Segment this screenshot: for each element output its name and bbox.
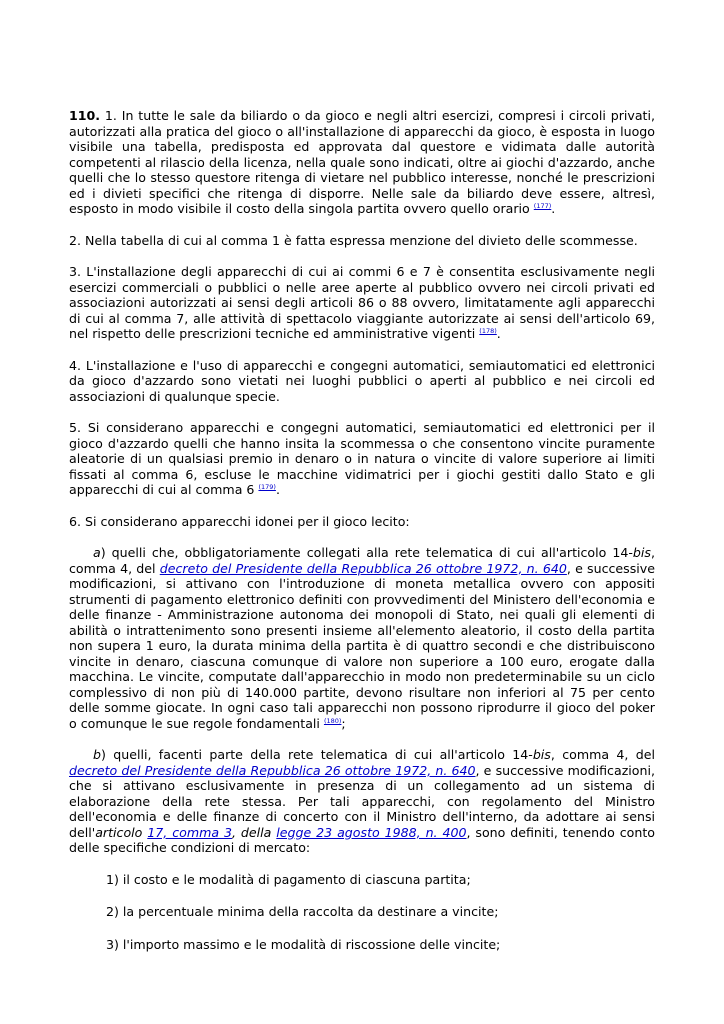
letter-b: b [93, 747, 101, 762]
letter-b-paragraph: b) quelli, facenti parte della rete telematica di cui all'articolo 14-bis, comma 4, del decreto del Presidente della Repubblica 26 ottobre 1972, n. 640, e successive modificazioni, che si attivano esclusivamente in presenza di un collegamento ad un sistema di elaborazione della rete stessa. Per tali apparecchi, con regolamento del Ministro dell'economia e delle finanze di concerto con il Ministro dell'interno, da adottare ai sensi dell'articolo 17, comma 3, della legge 23 agosto 1988, n. 400, sono definiti, tenendo conto delle specifiche condizioni di mercato: [69, 747, 656, 855]
list-item-1: 1) il costo e le modalità di pagamento di ciascuna partita; [106, 871, 471, 887]
paragraph-1-text: 1. In tutte le sale da biliardo o da gioco e negli altri esercizi, compresi i circoli privati, autorizzati alla pratica del gioco o all'installazione di apparecchi da gioco, è esposta in luogo visibile una tabella, predisposta ed approvata dal questore e vidimata dalle autorità competenti al rilascio della licenza, nella quale sono indicati, oltre ai giochi d'azzardo, anche quelli che lo stesso questore ritenga di vietare nel pubblico interesse, nonché le prescrizioni ed i divieti specifici che ritenga di disporre. Nelle sale da biliardo deve essere, altresì, esposto in modo visibile il costo della singola partita ovvero quello orario [69, 108, 655, 216]
paragraph-6: 6. Si considerano apparecchi idonei per il gioco lecito: [69, 513, 410, 529]
legge-400-link[interactable]: legge 23 agosto 1988, n. 400 [276, 824, 467, 840]
document-body [69, 108, 655, 969]
paragraph-4: 4. L'installazione e l'uso di apparecchi e congegni automatici, semiautomatici ed elettronici da gioco d'azzardo sono vietati nei luoghi pubblici o aperti al pubblico e nei circoli ed associazioni di qualunque specie. [69, 357, 655, 404]
list-item-3: 3) l'importo massimo e le modalità di riscossione delle vincite; [106, 936, 501, 952]
footnote-link-179[interactable]: (179) [258, 483, 276, 491]
paragraph-5: 5. Si considerano apparecchi e congegni automatici, semiautomatici ed elettronici per il gioco d'azzardo quelli che hanno insita la scommessa o che consentono vincite puramente aleatorie di un qualsiasi premio in denaro o in natura o vincite di valore superiore ai limiti fissati al comma 6, escluse le macchine vidimatrici per i giochi gestiti dallo Stato e gli apparecchi di cui al comma 6 $^{(179)}$. [69, 420, 655, 497]
paragraph-1: 110. 1. In tutte le sale da biliardo o da gioco e negli altri esercizi, compresi i circoli privati, autorizzati alla pratica del gioco o all'installazione di apparecchi da gioco, è esposta in luogo visibile una tabella, predisposta ed approvata dal questore e vidimata dalle autorità competenti al rilascio della licenza, nella quale sono indicati, oltre ai giochi d'azzardo, anche quelli che lo stesso questore ritenga di vietare nel pubblico interesse, nonché le prescrizioni ed i divieti specifici che ritenga di disporre. Nelle sale da biliardo deve essere, altresì, esposto in modo visibile il costo della singola partita ovvero quello orario $^{(177)}$. [69, 108, 655, 216]
footnote-link-178[interactable]: (178) [479, 327, 497, 335]
paragraph-2: 2. Nella tabella di cui al comma 1 è fatta espressa menzione del divieto delle scommesse. [69, 232, 638, 248]
article-number: 110. [69, 108, 101, 123]
list-item-2: 2) la percentuale minima della raccolta da destinare a vincite; [106, 904, 499, 919]
dpr-640-link-b[interactable]: decreto del Presidente della Repubblica 26 ottobre 1972, n. 640 [69, 762, 476, 778]
footnote-link-180[interactable]: (180) [323, 716, 342, 725]
footnote-link-177[interactable]: (177) [533, 202, 552, 210]
letter-a: a [93, 545, 101, 560]
article-17-link[interactable]: 17, comma 3 [147, 824, 233, 840]
letter-a-paragraph: a) quelli che, obbligatoriamente collegati alla rete telematica di cui all'articolo 14-bis, comma 4, del decreto del Presidente della Repubblica 26 ottobre 1972, n. 640, e successive modificazioni, si attivano con l'introduzione di moneta metallica ovvero con appositi strumenti di pagamento elettronico definiti con provvedimenti del Ministero dell'economia e delle finanze - Amministrazione autonoma dei monopoli di Stato, nei quali gli elementi di abilità o intrattenimento sono presenti insieme all'elemento aleatorio, il costo della partita non supera 1 euro, la durata minima della partita è di quattro secondi e che distribuiscono vincite in denaro, ciascuna comunque di valore non superiore a 100 euro, erogate dalla macchina. Le vincite, computate dall'apparecchio in modo non predeterminabile su un ciclo complessivo di non più di 140.000 partite, devono risultare non inferiori al 75 per cento delle somme giocate. In ogni caso tali apparecchi non possono riprodurre il gioco del poker o comunque le sue regole fondamentali $^{(180)}$; [69, 545, 655, 731]
paragraph-3: 3. L'installazione degli apparecchi di cui ai commi 6 e 7 è consentita esclusivamente negli esercizi commerciali o pubblici o nelle aree aperte al pubblico ovvero nei circoli privati ed associazioni autorizzati ai sensi degli articoli 86 o 88 ovvero, limitatamente agli apparecchi di cui al comma 7, alle attività di spettacolo viaggiante autorizzate ai sensi dell'articolo 69, nel rispetto delle prescrizioni tecniche ed amministrative vigenti $^{(178)}$. [69, 264, 655, 341]
dpr-640-link-a[interactable]: decreto del Presidente della Repubblica 26 ottobre 1972, n. 640 [159, 560, 567, 576]
